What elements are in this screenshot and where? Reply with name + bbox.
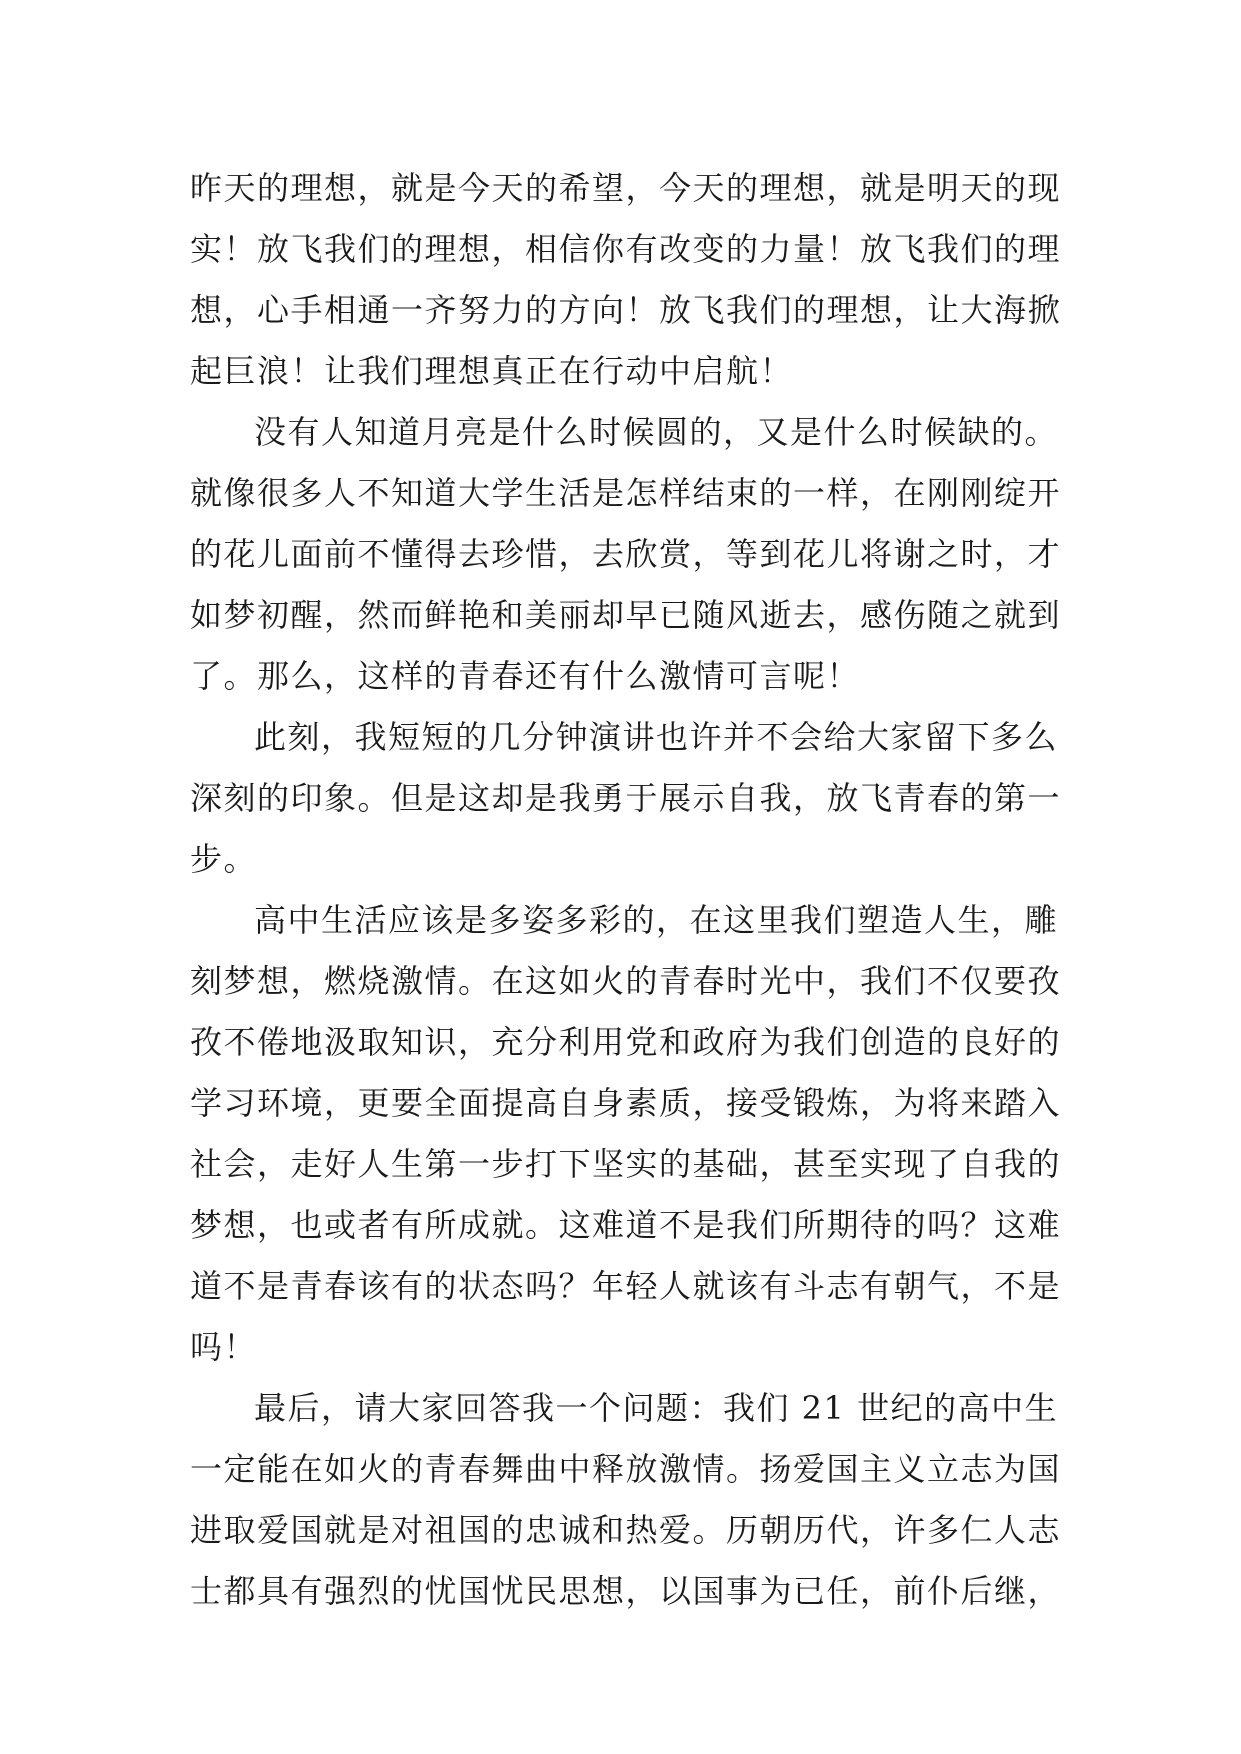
text-line: 就像很多人不知道大学生活是怎样结束的一样，在刚刚绽开 bbox=[190, 474, 1062, 512]
text-line: 昨天的理想，就是今天的希望，今天的理想，就是明天的现 bbox=[190, 169, 1062, 207]
text-line: 的花儿面前不懂得去珍惜，去欣赏，等到花儿将谢之时，才 bbox=[190, 535, 1062, 573]
text-line: 如梦初醒，然而鲜艳和美丽却早已随风逝去，感伤随之就到 bbox=[190, 596, 1062, 634]
text-line: 此刻，我短短的几分钟演讲也许并不会给大家留下多么 bbox=[254, 718, 1059, 756]
text-line: 吗！ bbox=[190, 1328, 258, 1366]
text-line: 进取爱国就是对祖国的忠诚和热爱。历朝历代，许多仁人志 bbox=[190, 1511, 1062, 1549]
text-line: 最后，请大家回答我一个问题：我们 21 世纪的高中生 bbox=[254, 1389, 1059, 1427]
text-line: 没有人知道月亮是什么时候圆的，又是什么时候缺的。 bbox=[254, 413, 1059, 451]
paragraph bbox=[190, 158, 1062, 402]
text-line: 步。 bbox=[190, 840, 258, 878]
text-line: 学习环境，更要全面提高自身素质，接受锻炼，为将来踏入 bbox=[190, 1084, 1062, 1122]
text-line: 实！放飞我们的理想，相信你有改变的力量！放飞我们的理 bbox=[190, 230, 1062, 268]
text-line: 想，心手相通一齐努力的方向！放飞我们的理想，让大海掀 bbox=[190, 291, 1062, 329]
text-line: 孜不倦地汲取知识，充分利用党和政府为我们创造的良好的 bbox=[190, 1023, 1062, 1061]
text-line: 起巨浪！让我们理想真正在行动中启航！ bbox=[190, 352, 794, 390]
text-line: 士都具有强烈的忧国忧民思想，以国事为已任，前仆后继， bbox=[190, 1572, 1062, 1610]
text-line: 社会，走好人生第一步打下坚实的基础，甚至实现了自我的 bbox=[190, 1145, 1062, 1183]
text-line: 了。那么，这样的青春还有什么激情可言呢！ bbox=[190, 657, 861, 695]
paragraph bbox=[190, 890, 1062, 1378]
text-line: 梦想，也或者有所成就。这难道不是我们所期待的吗？这难 bbox=[190, 1206, 1062, 1244]
document-body bbox=[190, 158, 1062, 1622]
text-line: 高中生活应该是多姿多彩的，在这里我们塑造人生，雕 bbox=[254, 901, 1059, 939]
text-line: 深刻的印象。但是这却是我勇于展示自我，放飞青春的第一 bbox=[190, 779, 1062, 817]
paragraph bbox=[190, 707, 1062, 890]
text-line: 道不是青春该有的状态吗？年轻人就该有斗志有朝气，不是 bbox=[190, 1267, 1062, 1305]
text-line: 一定能在如火的青春舞曲中释放激情。扬爱国主义立志为国 bbox=[190, 1450, 1062, 1488]
text-line: 刻梦想，燃烧激情。在这如火的青春时光中，我们不仅要孜 bbox=[190, 962, 1062, 1000]
paragraph bbox=[190, 402, 1062, 707]
paragraph bbox=[190, 1378, 1062, 1622]
